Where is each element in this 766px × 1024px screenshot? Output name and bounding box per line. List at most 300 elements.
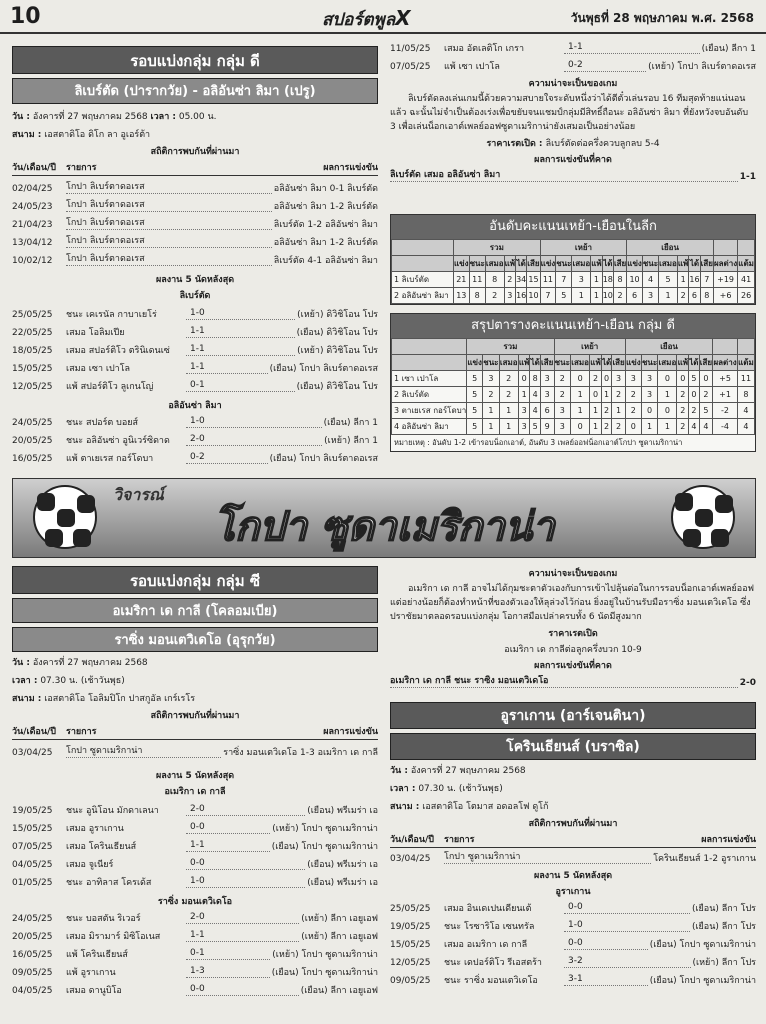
opponent: ชนะ ราซิ่ง มอนเตวิเดโอ	[444, 976, 538, 986]
score: 2-0	[186, 803, 305, 816]
prediction-text: อเมริกา เด กาลี ชนะ ราซิ่ง มอนเตวิเดโอ	[390, 675, 738, 688]
match-time-value: 07.30 น. (เช้าวันพุธ)	[418, 784, 503, 794]
score: 1-0	[564, 919, 690, 932]
table-note: หมายเหตุ : อันดับ 1-2 เข้ารอบน็อกเอาต์, อันดับ 3 เพลย์ออฟน็อกเอาต์โกปา ซูดาเมริกาน่า	[394, 438, 683, 447]
opponent: เสมอ โครินเธียนส์	[66, 842, 137, 852]
column-header: ได้	[530, 355, 540, 371]
column-header: ผลต่าง	[713, 256, 737, 272]
form-row	[12, 450, 378, 468]
stat-cell: 2	[699, 387, 713, 403]
stat-cell: 8	[469, 288, 485, 304]
stat-cell: 3	[642, 288, 658, 304]
column-header: เสีย	[540, 355, 554, 371]
opponent: ชนะ สปอร์ต บอยส์	[66, 418, 138, 428]
column-header: เสมอ	[499, 355, 518, 371]
analysis-text: อเมริกา เด กาลี อาจไม่ได้กุมชะตาตัวเองกับการเข้าไปลุ้นต่อในการรอบน็อกเอาต์เพลย์ออฟ แต่อย่างน้อยก็ต้องทำหน้าที่ของตัวเองให้ลุล่วงไว้ก่อน ยิ่งอยู่ในบ้านรับมือราซิ่ง มอนเตวิเดโอ ซึ่งปราชัยมาตลอดรอบแบ่งกลุ่ม โอกาสมือเปล่าครบทั้ง 6 นัดมีสูงมาก	[390, 584, 754, 622]
stat-cell: 3	[641, 371, 658, 387]
opponent: ชนะ บอสตัน ริเวอร์	[66, 914, 141, 924]
col-list: รายการ	[444, 835, 475, 845]
table-row	[392, 371, 755, 387]
stat-cell: 4	[689, 419, 699, 435]
stat-cell: 3	[540, 371, 554, 387]
opponent: แพ้ เซา เปาโล	[444, 62, 500, 72]
stat-cell: 4	[530, 387, 540, 403]
h2h-row	[12, 180, 378, 198]
stat-cell: 0	[518, 371, 530, 387]
match-date: 15/05/25	[12, 364, 53, 374]
form-row	[390, 900, 756, 918]
opponent: แพ้ โครินเธียนส์	[66, 950, 128, 960]
sec-away: เยือน	[625, 339, 712, 355]
group-standings	[391, 338, 755, 435]
venue-competition: (เยือน) โกปา ซูดาเมริกาน่า	[649, 976, 756, 986]
form-row	[390, 972, 756, 990]
stat-cell: 6	[689, 288, 700, 304]
stat-cell: 7	[540, 288, 556, 304]
group-d-table	[390, 313, 756, 452]
form-row	[12, 324, 378, 342]
h2h-row	[12, 234, 378, 252]
time-label: เวลา :	[12, 676, 38, 686]
form-row	[12, 982, 378, 1000]
stat-cell: 2	[499, 371, 518, 387]
stat-cell: 0	[699, 371, 713, 387]
stat-cell: 3	[518, 403, 530, 419]
prediction-row	[390, 674, 756, 692]
form-list-a	[390, 900, 756, 990]
venue-competition: (เยือน) ลีกา โปร	[691, 904, 756, 914]
price-label: ราคาเรตเปิด :	[486, 139, 543, 149]
venue-competition: (เหย้า) ลีกา เอยูเอฟ	[301, 932, 378, 942]
team-a-name: ลิเบร์ตัด	[179, 291, 211, 301]
logo-x: X	[395, 6, 411, 30]
form-title: ผลงาน 5 นัดหลังสุด	[155, 771, 235, 781]
stat-cell: +1	[713, 387, 738, 403]
column-header: ชนะ	[483, 355, 500, 371]
match-time	[12, 672, 378, 690]
column-header: เสมอ	[659, 256, 678, 272]
column-header: ได้	[602, 256, 613, 272]
team-name: 4 อลิอันซ่า ลิมา	[392, 419, 467, 435]
match-result: อลิอันซ่า ลิมา 1-2 ลิเบร์ตัด	[273, 238, 378, 248]
stat-cell: 11	[540, 272, 556, 288]
form-row	[390, 58, 756, 76]
form-list-a	[12, 306, 378, 396]
column-header: ชนะ	[641, 355, 658, 371]
stat-cell: 2	[612, 419, 626, 435]
team1-title: อูราเกาน (อาร์เจนตินา)	[390, 702, 756, 729]
logo-text: สปอร์ตพูล	[322, 10, 396, 30]
stat-cell: 3	[540, 387, 554, 403]
stat-cell: 8	[530, 371, 540, 387]
column-header: แข่ง	[540, 256, 556, 272]
match-date: 22/05/25	[12, 328, 53, 338]
match-date: 24/05/25	[12, 418, 53, 428]
stat-cell: 1	[677, 272, 688, 288]
stadium-name: เอสตาดิโอ ดิโก ลา อูเอร์ต้า	[44, 130, 151, 140]
stat-cell: 1	[571, 387, 590, 403]
stat-cell: 7	[556, 272, 572, 288]
stat-cell: 2	[590, 371, 602, 387]
form-row	[12, 342, 378, 360]
match-day: อังคารที่ 27 พฤษภาคม 2568	[32, 112, 148, 122]
team2-title: ราซิ่ง มอนเตวิเดโอ (อุรุกวัย)	[12, 627, 378, 652]
score: 0-1	[186, 947, 270, 960]
column-header: แต้ม	[738, 256, 755, 272]
team-name: 2 อลิอันซ่า ลิมา	[392, 288, 454, 304]
stat-cell: 11	[469, 272, 485, 288]
column-header: แพ้	[504, 256, 515, 272]
stat-cell: 3	[554, 403, 571, 419]
match-date: 01/05/25	[12, 878, 53, 888]
opponent: ชนะ โรซาริโอ เซนทรัล	[444, 922, 535, 932]
score: 1-1	[186, 929, 299, 942]
prediction-score: 1-1	[739, 172, 756, 182]
stat-cell: 1	[612, 403, 626, 419]
stat-cell: 5	[467, 387, 483, 403]
match-time-value: 07.30 น. (เช้าวันพุธ)	[40, 676, 125, 686]
stat-cell: 2	[485, 288, 504, 304]
match-date: 12/05/25	[390, 958, 431, 968]
opponent: ชนะ อาทิลาส โครเด้ส	[66, 878, 152, 888]
venue-competition: (เยือน) โกปา ซูดาเมริกาน่า	[271, 968, 378, 978]
stat-cell: 2	[601, 403, 611, 419]
banner-title: โกปา ซูดาเมริกาน่า	[213, 504, 555, 550]
price-value: อเมริกา เด กาลีต่อลูกครึ่งบวก 10-9	[504, 645, 642, 655]
sec-total: รวม	[454, 240, 541, 256]
stat-cell: 2	[613, 288, 626, 304]
stadium-label: สนาม :	[12, 694, 42, 704]
match-day-value: อังคารที่ 27 พฤษภาคม 2568	[410, 766, 526, 776]
stat-cell: 7	[700, 272, 713, 288]
score: 0-0	[186, 821, 270, 834]
opponent: เสมอ ดานูบิโอ	[66, 986, 122, 996]
stat-cell: 8	[737, 387, 754, 403]
venue-competition: (เยือน) โกปา ซูดาเมริกาน่า	[649, 940, 756, 950]
col-result: ผลการแข่งขัน	[323, 727, 378, 737]
match-date: 04/05/25	[12, 860, 53, 870]
stat-cell: 0	[658, 403, 677, 419]
score: 1-0	[186, 415, 322, 428]
opponent: เสมอ มิรามาร์ มิซิโอเนส	[66, 932, 161, 942]
sec-total: รวม	[467, 339, 554, 355]
match-day-value: อังคารที่ 27 พฤษภาคม 2568	[32, 658, 148, 668]
stat-cell: +5	[713, 371, 738, 387]
venue-competition: (เหย้า) โกปา ซูดาเมริกาน่า	[272, 824, 378, 834]
score: 2-0	[186, 433, 322, 446]
feature-banner	[12, 478, 756, 558]
column-header: เสมอ	[572, 256, 591, 272]
score: 0-2	[186, 451, 268, 464]
h2h-row	[12, 198, 378, 216]
match-date: 03/04/25	[390, 854, 431, 864]
score: 0-1	[186, 379, 295, 392]
team-a-name: อูราเกาน	[555, 887, 591, 897]
form-row	[390, 954, 756, 972]
opponent: เสมอ อัตเลติโก เกรา	[444, 44, 525, 54]
stat-cell: 0	[641, 403, 658, 419]
score: 1-1	[564, 41, 700, 54]
score: 1-0	[186, 307, 295, 320]
form-row	[12, 856, 378, 874]
stat-cell: 18	[602, 272, 613, 288]
stat-cell: 15	[527, 272, 540, 288]
match-date: 25/05/25	[390, 904, 431, 914]
stadium-name: เอสตาดิโอ โตมาส อดอลโฟ ดูโก้	[422, 802, 549, 812]
team-name: 2 ลิเบร์ตัด	[392, 387, 467, 403]
stat-cell: 3	[483, 371, 500, 387]
stat-cell: 2	[504, 272, 515, 288]
stat-cell: 5	[556, 288, 572, 304]
match-result: อลิอันซ่า ลิมา 0-1 ลิเบร์ตัด	[273, 184, 378, 194]
match-date: 11/05/25	[390, 44, 431, 54]
match-date: 18/05/25	[12, 346, 53, 356]
match-result: ราซิ่ง มอนเตวิเดโอ 1-3 อเมริกา เด กาลี	[223, 748, 378, 758]
group-c-match-preview	[12, 566, 378, 1000]
match-date: 02/04/25	[12, 184, 53, 194]
match-date: 09/05/25	[390, 976, 431, 986]
team-b-name: อลิอันซ่า ลิมา	[168, 401, 222, 411]
stat-cell: 0	[571, 419, 590, 435]
stat-cell: 2	[689, 403, 699, 419]
match-title: ลิเบร์ตัด (ปารากวัย) - อลิอันซ่า ลิมา (เปรู)	[12, 78, 378, 104]
h2h-list	[12, 180, 378, 270]
football-icon	[33, 485, 97, 549]
score: 1-0	[186, 875, 305, 888]
stat-cell: 2	[677, 403, 689, 419]
stat-cell: 3	[625, 371, 641, 387]
match-result: โครินเธียนส์ 1-2 อูราเกาน	[653, 854, 756, 864]
form-list-b	[12, 910, 378, 1000]
stat-cell: 1	[499, 403, 518, 419]
stat-cell: 1	[658, 419, 677, 435]
opponent: ชนะ อูนิโอน มักดาเลนา	[66, 806, 159, 816]
venue-competition: (เยือน) ดิวิชิโอน โปร	[296, 382, 378, 392]
score: 2-0	[186, 911, 299, 924]
column-header: เสีย	[612, 355, 626, 371]
score: 0-0	[564, 937, 648, 950]
stat-cell: 10	[602, 288, 613, 304]
opponent: แพ้ ตาเยเรส กอร์โดบา	[66, 454, 154, 464]
col-result: ผลการแข่งขัน	[323, 163, 378, 173]
column-header: แพ้	[591, 256, 602, 272]
stat-cell: 4	[642, 272, 658, 288]
stat-cell: 1	[590, 403, 602, 419]
stat-cell: +19	[713, 272, 737, 288]
column-header: ได้	[516, 256, 527, 272]
venue-competition: (เยือน) โกปา ซูดาเมริกาน่า	[271, 842, 378, 852]
stat-cell: 3	[612, 371, 626, 387]
match-date: 21/04/23	[12, 220, 53, 230]
stat-cell: 13	[454, 288, 470, 304]
match-date: 25/05/25	[12, 310, 53, 320]
stat-cell: -4	[713, 419, 738, 435]
match-date: 16/05/25	[12, 950, 53, 960]
stat-cell: 2	[625, 387, 641, 403]
stat-cell: 5	[689, 371, 699, 387]
venue-competition: (เยือน) พรีเมร่า เอ	[307, 860, 378, 870]
competition: โกปา ลิเบร์ตาดอเรส	[66, 181, 272, 194]
stat-cell: +6	[713, 288, 737, 304]
stat-cell: 2	[677, 419, 689, 435]
h2h-header	[390, 832, 756, 848]
match-time: 05.00 น.	[178, 112, 217, 122]
h2h-title: สถิติการพบกันที่ผ่านมา	[528, 819, 618, 829]
stadium-label: สนาม :	[12, 130, 42, 140]
table-row	[392, 288, 755, 304]
venue-competition: (เหย้า) ดิวิชิโอน โปร	[297, 346, 378, 356]
competition: โกปา ลิเบร์ตาดอเรส	[66, 217, 272, 230]
match-date: 16/05/25	[12, 454, 53, 464]
issue-date: วันพุธที่ 28 พฤษภาคม พ.ศ. 2568	[570, 11, 754, 25]
venue-competition: (เยือน) โกปา ลิเบร์ตาดอเรส	[269, 364, 378, 374]
stat-cell: 2	[677, 288, 688, 304]
form-row	[390, 936, 756, 954]
group-c-analysis	[390, 566, 756, 990]
col-result: ผลการแข่งขัน	[701, 835, 756, 845]
stat-cell: 1	[658, 387, 677, 403]
team-name: 3 ตาเยเรส กอร์โดบา	[392, 403, 467, 419]
time-label: เวลา :	[390, 784, 416, 794]
group-d-analysis	[390, 40, 756, 186]
score: 0-0	[564, 901, 690, 914]
stadium-label: สนาม :	[390, 802, 420, 812]
analysis-title: ความน่าจะเป็นของเกม	[528, 79, 618, 89]
stat-cell: 0	[677, 371, 689, 387]
form-list-b	[12, 414, 378, 468]
opponent: เสมอ อเมริกา เด กาลี	[444, 940, 528, 950]
opponent: เสมอ อินเดเปนเดียนเต้	[444, 904, 532, 914]
prediction-row	[390, 168, 756, 186]
home-away-league-table	[390, 214, 756, 305]
stat-cell: 1	[641, 419, 658, 435]
venue-competition: (เหย้า) โกปา ซูดาเมริกาน่า	[272, 950, 378, 960]
stat-cell: 3	[518, 419, 530, 435]
stat-cell: 2	[601, 419, 611, 435]
col-list: รายการ	[66, 163, 97, 173]
h2h-row	[12, 216, 378, 234]
stat-cell: 1	[590, 419, 602, 435]
score: 1-3	[186, 965, 270, 978]
match-result: ลิเบร์ตัด 4-1 อลิอันซ่า ลิมา	[273, 256, 378, 266]
stat-cell: 1	[499, 419, 518, 435]
h2h-row	[12, 252, 378, 270]
page-header	[0, 0, 766, 34]
venue-competition: (เยือน) พรีเมร่า เอ	[307, 806, 378, 816]
venue-competition: (เยือน) ลีกา 1	[701, 44, 756, 54]
stat-cell: 1	[591, 272, 602, 288]
opponent: เสมอ เซา เปาโล	[66, 364, 131, 374]
venue-competition: (เหย้า) ลีกา เอยูเอฟ	[301, 914, 378, 924]
group-d-match-preview	[12, 46, 378, 468]
group-title: รอบแบ่งกลุ่ม กลุ่ม ดี	[12, 46, 378, 74]
h2h-row	[390, 850, 756, 868]
stat-cell: 34	[516, 272, 527, 288]
column-header: แข่ง	[454, 256, 470, 272]
match-date: 24/05/23	[12, 202, 53, 212]
column-header: ได้	[689, 256, 700, 272]
opponent: แพ้ สปอร์ติโว ลูเกนโญ่	[66, 382, 154, 392]
form-row	[12, 910, 378, 928]
team-name: 1 เซา เปาโล	[392, 371, 467, 387]
col-list: รายการ	[66, 727, 97, 737]
column-header: แข่ง	[627, 256, 643, 272]
stat-cell: 6	[540, 403, 554, 419]
team1-title: อเมริกา เด กาลี (โคลอมเบีย)	[12, 598, 378, 623]
column-header: แข่ง	[625, 355, 641, 371]
column-header: เสมอ	[485, 256, 504, 272]
form-row	[12, 928, 378, 946]
stat-cell: 1	[571, 403, 590, 419]
venue-competition: (เหย้า) ดิวิชิโอน โปร	[297, 310, 378, 320]
venue-competition: (เหย้า) ลีกา 1	[324, 436, 378, 446]
match-time	[390, 780, 756, 798]
match-date: 09/05/25	[12, 968, 53, 978]
stat-cell: 5	[699, 403, 713, 419]
venue-competition: (เยือน) ลีกา เอยูเอฟ	[300, 986, 378, 996]
match-day-time	[12, 108, 378, 126]
competition: โกปา ลิเบร์ตาดอเรส	[66, 235, 272, 248]
column-header: เสีย	[527, 256, 540, 272]
stat-cell: 5	[467, 403, 483, 419]
match-date: 12/05/25	[12, 382, 53, 392]
column-header: เสีย	[700, 256, 713, 272]
group-title: รอบแบ่งกลุ่ม กลุ่ม ซี	[12, 566, 378, 594]
column-header: เสมอ	[571, 355, 590, 371]
score: 1-1	[186, 361, 268, 374]
table-row	[392, 403, 755, 419]
stat-cell: 26	[738, 288, 755, 304]
stat-cell: -2	[713, 403, 738, 419]
stat-cell: 10	[627, 272, 643, 288]
team-b-name: ราซิ่ง มอนเตวิเดโอ	[157, 897, 233, 907]
form-row	[12, 414, 378, 432]
score: 3-1	[564, 973, 648, 986]
form-row	[12, 378, 378, 396]
stat-cell: 3	[554, 419, 571, 435]
form-title: ผลงาน 5 นัดหลังสุด	[533, 871, 613, 881]
col-date: วัน/เดือน/ปี	[390, 835, 434, 845]
league-standings	[391, 239, 755, 304]
venue-competition: (เยือน) ดิวิชิโอน โปร	[296, 328, 378, 338]
match-stadium	[12, 690, 378, 708]
column-header: เสมอ	[658, 355, 677, 371]
match-date: 20/05/25	[12, 436, 53, 446]
stat-cell: 5	[467, 419, 483, 435]
match-day	[12, 654, 378, 672]
stat-cell: 3	[641, 387, 658, 403]
match-stadium	[12, 126, 378, 144]
page-number: 10	[10, 4, 41, 29]
stat-cell: 11	[737, 371, 754, 387]
competition: โกปา ลิเบร์ตาดอเรส	[66, 253, 272, 266]
form-row	[12, 432, 378, 450]
score: 1-1	[186, 325, 295, 338]
form-row	[390, 40, 756, 58]
opponent: ชนะ เคเรนัล กาบาเยโร่	[66, 310, 157, 320]
analysis-text: ลิเบร์ตัดลงเล่นเกมนี้ด้วยความสบายใจระดับหนึ่งว่าได้ตีตั๋วเล่นรอบ 16 ทีมสุดท้ายแน่นอนแล้ว ฉะนั้นไม่จำเป็นต้องเร่งเพื่อขยับจนแชมป์กลุ่มมีสิทธิ์ถือนะ อลิอันซ่า ลิมา ที่ยังหวังจบอันดับ 3 เพื่อเล่นน็อกเอาต์เพลย์ออฟซูดาเมริกาน่ายังเสมอเป็นอย่างน้อย	[390, 94, 749, 132]
match-date: 19/05/25	[390, 922, 431, 932]
stat-cell: 1	[601, 387, 611, 403]
h2h-list	[390, 850, 756, 868]
opponent: เสมอ จูเนียร์	[66, 860, 114, 870]
score: 3-2	[564, 955, 691, 968]
football-icon	[671, 485, 735, 549]
stat-cell: 1	[572, 288, 591, 304]
analysis-title: ความน่าจะเป็นของเกม	[528, 569, 618, 579]
prediction-title: ผลการแข่งขันที่คาด	[534, 661, 612, 671]
match-date: 07/05/25	[390, 62, 431, 72]
